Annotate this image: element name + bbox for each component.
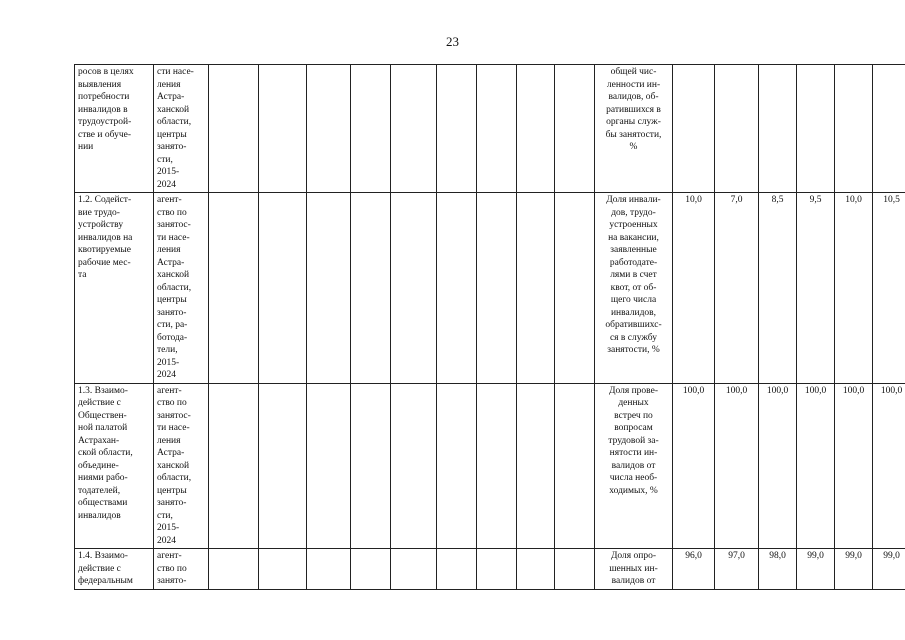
value-cell: 99,0 xyxy=(835,549,873,590)
value-cell xyxy=(835,65,873,193)
value-cell: 100,0 xyxy=(835,383,873,549)
empty-cell xyxy=(307,383,351,549)
value-cell: 9,5 xyxy=(797,193,835,384)
empty-cell xyxy=(517,193,555,384)
value-cell xyxy=(715,65,759,193)
value-cell xyxy=(797,65,835,193)
indicator-cell: Доля инвали- дов, трудо- устроенных на вакансии, заявленные работодате- лями в счет квот, от об- щего числа инвалидов, обратившихс- ся в службу занятости, % xyxy=(595,193,673,384)
empty-cell xyxy=(209,383,259,549)
measure-cell: 1.2. Содейст- вие трудо- устройству инвалидов на квотируемые рабочие мес- та xyxy=(75,193,154,384)
empty-cell xyxy=(477,549,517,590)
indicator-cell: общей чис- ленности ин- валидов, об- ратившихся в органы служ- бы занятости, % xyxy=(595,65,673,193)
empty-cell xyxy=(259,549,307,590)
empty-cell xyxy=(209,65,259,193)
measure-cell: 1.4. Взаимо- действие с федеральным xyxy=(75,549,154,590)
table-row xyxy=(75,383,905,549)
table-row xyxy=(75,549,905,590)
value-cell: 100,0 xyxy=(715,383,759,549)
empty-cell xyxy=(259,65,307,193)
value-cell: 8,5 xyxy=(759,193,797,384)
program-table xyxy=(74,64,905,590)
empty-cell xyxy=(477,383,517,549)
empty-cell xyxy=(307,65,351,193)
empty-cell xyxy=(351,65,391,193)
empty-cell xyxy=(517,549,555,590)
empty-cell xyxy=(437,65,477,193)
empty-cell xyxy=(391,383,437,549)
indicator-cell: Доля прове- денных встреч по вопросам трудовой за- нятости ин- валидов от числа необ- ходимых, % xyxy=(595,383,673,549)
table-row xyxy=(75,65,905,193)
empty-cell xyxy=(259,383,307,549)
empty-cell xyxy=(555,65,595,193)
value-cell: 100,0 xyxy=(759,383,797,549)
table-row xyxy=(75,193,905,384)
value-cell: 100,0 xyxy=(797,383,835,549)
empty-cell xyxy=(555,383,595,549)
measure-cell: росов в целях выявления потребности инвалидов в трудоустрой- стве и обуче- нии xyxy=(75,65,154,193)
executor-cell: агент- ство по занятос- ти насе- ления Астра- ханской области, центры занято- сти, 2015- 2024 xyxy=(154,383,209,549)
value-cell xyxy=(759,65,797,193)
value-cell: 10,0 xyxy=(835,193,873,384)
executor-cell: сти насе- ления Астра- ханской области, центры занято- сти, 2015- 2024 xyxy=(154,65,209,193)
value-cell: 97,0 xyxy=(715,549,759,590)
indicator-cell: Доля опро- шенных ин- валидов от xyxy=(595,549,673,590)
empty-cell xyxy=(555,193,595,384)
empty-cell xyxy=(477,193,517,384)
value-cell: 98,0 xyxy=(759,549,797,590)
empty-cell xyxy=(391,549,437,590)
empty-cell xyxy=(209,193,259,384)
page-number: 23 xyxy=(446,34,459,49)
empty-cell xyxy=(259,193,307,384)
value-cell: 7,0 xyxy=(715,193,759,384)
empty-cell xyxy=(477,65,517,193)
value-cell: 96,0 xyxy=(673,549,715,590)
empty-cell xyxy=(437,383,477,549)
empty-cell xyxy=(391,65,437,193)
empty-cell xyxy=(209,549,259,590)
value-cell: 99,0 xyxy=(873,549,905,590)
measure-cell: 1.3. Взаимо- действие с Обществен- ной палатой Астрахан- ской области, объедине- ниями рабо- тодателей, обществами инвалидов xyxy=(75,383,154,549)
empty-cell xyxy=(307,549,351,590)
value-cell: 100,0 xyxy=(873,383,905,549)
empty-cell xyxy=(437,193,477,384)
empty-cell xyxy=(437,549,477,590)
empty-cell xyxy=(555,549,595,590)
empty-cell xyxy=(351,193,391,384)
executor-cell: агент- ство по занятос- ти насе- ления Астра- ханской области, центры занято- сти, ра- ботода- тели, 2015- 2024 xyxy=(154,193,209,384)
executor-cell: агент- ство по занято- xyxy=(154,549,209,590)
value-cell: 100,0 xyxy=(673,383,715,549)
empty-cell xyxy=(517,65,555,193)
value-cell: 10,5 xyxy=(873,193,905,384)
empty-cell xyxy=(391,193,437,384)
value-cell xyxy=(873,65,905,193)
empty-cell xyxy=(351,549,391,590)
empty-cell xyxy=(517,383,555,549)
value-cell xyxy=(673,65,715,193)
value-cell: 10,0 xyxy=(673,193,715,384)
empty-cell xyxy=(307,193,351,384)
value-cell: 99,0 xyxy=(797,549,835,590)
empty-cell xyxy=(351,383,391,549)
